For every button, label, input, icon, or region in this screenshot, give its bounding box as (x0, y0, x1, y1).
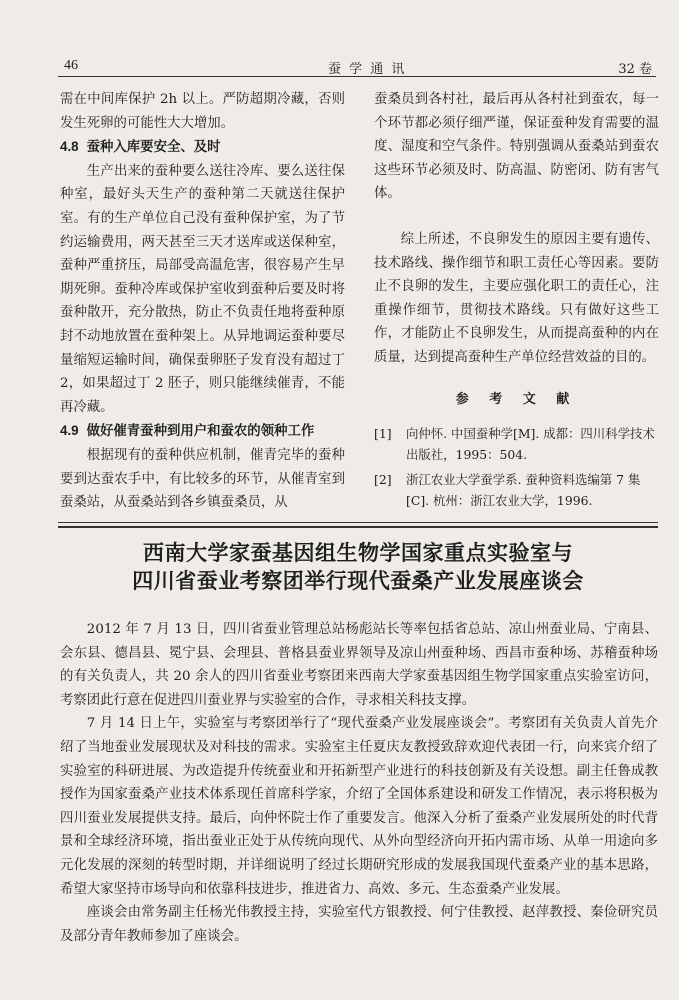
news-paragraph: 座谈会由常务副主任杨光伟教授主持，实验室代方银教授、何宁佳教授、赵萍教授、秦俭研究员及部分青年教师参加了座谈会。 (60, 905, 658, 944)
volume-label: 32 卷 (618, 62, 652, 77)
news-paragraph: 2012 年 7 月 13 日，四川省蚕业管理总站杨彪站长等率包括省总站、凉山州蚕业局、宁南县、会东县、德昌县、冕宁县、会理县、普格县蚕业界领导及凉山州蚕种场、西昌市蚕种场、苏稽蚕种场的有关负责人，共 20 余人的四川省蚕业考察团来西南大学家蚕基因组生物学国家重点实验室访问，考察团此行意在促进四川蚕业界与实验室的合作，寻求相关科技支撑。 (60, 622, 658, 708)
section-heading-4-8 (60, 135, 345, 160)
paragraph: 蚕桑员到各村社，最后再从各村社到蚕农，每一个环节都必须仔细严谨，保证蚕种发育需要的温度、湿度和空气条件。特别强调从蚕桑站到蚕农这些环节必须及时、防高温、防密闭、防有害气体。 (374, 92, 659, 202)
divider (58, 526, 658, 528)
news-paragraph: 7 月 14 日上午，实验室与考察团举行了“现代蚕桑产业发展座谈会”。考察团有关负责人首先介绍了当地蚕业发展现状及对科技的需求。实验室主任夏庆友教授致辞欢迎代表团一行，向来宾介绍了实验室的科研进展、为改造提升传统蚕业和开拓新型产业进行的科技创新及有关设想。副主任鲁成教授作为国家蚕桑产业技术体系现任首席科学家，介绍了全国体系建设和研发工作情况，表示将积极为四川蚕业发展提供支持。最后，向仲怀院士作了重要发言。他深入分析了蚕桑产业发展所处的时代背景和全球经济环境，指出蚕业正处于从传统向现代、从外向型经济向开拓内需市场、从单一用途向多元化发展的深刻的转型时期，并详细说明了经过长期研究形成的发展我国现代蚕桑产业的基本思路，希望大家坚持市场导向和依靠科技进步，推进省力、高效、多元、生态蚕桑产业发展。 (60, 716, 658, 897)
paragraph: 综上所述，不良卵发生的原因主要有遗传、技术路线、操作细节和职工责任心等因素。要防止不良卵的发生，主要应强化职工的责任心，注重操作细节，贯彻技术路线。只有做好这些工作，才能防止不良卵发生，从而提高蚕种的内在质量，达到提高蚕种生产单位经营效益的目的。 (374, 231, 659, 365)
reference-item (374, 423, 659, 465)
section-heading-4-9 (60, 419, 345, 444)
news-title-line: 西南大学家蚕基因组生物学国家重点实验室与 (143, 541, 573, 565)
section-number: 4.9 (60, 423, 79, 439)
reference-number: [1] (374, 426, 392, 442)
news-title (58, 539, 658, 595)
section-number: 4.8 (60, 139, 79, 155)
news-title-line: 四川省蚕业考察团举行现代蚕桑产业发展座谈会 (132, 569, 584, 593)
left-column (60, 88, 345, 515)
reference-text: 浙江农业大学蚕学系. 蚕种资料选编第 7 集[C]. 杭州：浙江农业大学，1996. (406, 472, 641, 509)
reference-number: [2] (374, 472, 392, 488)
section-title: 做好催青蚕种到用户和蚕农的领种工作 (86, 424, 315, 440)
news-body (60, 618, 658, 948)
right-column (374, 88, 659, 515)
reference-item (374, 469, 659, 511)
running-header (58, 56, 656, 77)
references-heading: 参 考 文 献 (455, 391, 578, 407)
paragraph: 生产出来的蚕种要么送往冷库、要么送往保种室，最好头天生产的蚕种第二天就送往保护室。有的生产单位自己没有蚕种保护室，为了节约运输费用，两天甚至三天才送库或送保种室，蚕种严重挤压，局部受高温危害，很容易产生早期死卵。蚕种冷库或保护室收到蚕种后要及时将蚕种散开，充分散热，防止不负责任地将蚕种原封不动地放置在蚕种架上。从异地调运蚕种要尽量缩短运输时间，确保蚕卵胚子发育没有超过丁 2，如果超过丁 2 胚子，则只能继续催青，不能再冷藏。 (60, 163, 345, 415)
page-number: 46 (64, 58, 78, 73)
section-title: 蚕种入库要安全、及时 (86, 140, 221, 156)
divider (58, 522, 658, 523)
reference-text: 向仲怀. 中国蚕种学[M]. 成都：四川科学技术出版社，1995：504. (406, 426, 655, 463)
paragraph: 根据现有的蚕种供应机制，催青完毕的蚕种要到达蚕农手中，有比较多的环节，从催青室到蚕桑站，从蚕桑站到各乡镇蚕桑员，从 (60, 447, 345, 511)
journal-name: 蚕 学 通 讯 (328, 62, 407, 77)
paragraph: 需在中间库保护 2h 以上。严防超期冷藏，否则发生死卵的可能性大大增加。 (60, 92, 345, 131)
